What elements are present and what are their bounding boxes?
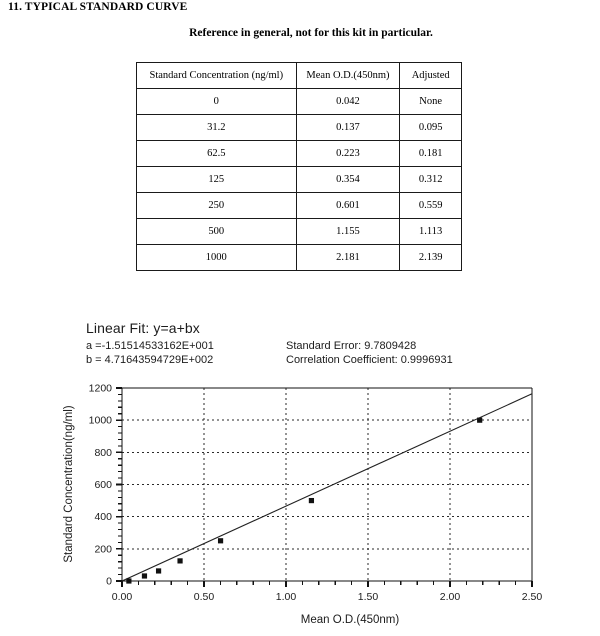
fit-coefficient-a: a =-1.51514533162E+001 (86, 340, 214, 352)
chart-ticks (116, 388, 532, 587)
y-tick-label: 600 (94, 479, 112, 491)
y-tick-label: 400 (94, 511, 112, 524)
cell-concentration: 250 (137, 193, 297, 219)
cell-concentration: 500 (137, 219, 297, 245)
x-axis-title: Mean O.D.(450nm) (300, 614, 400, 626)
cell-adjusted: 1.113 (400, 219, 462, 245)
table-row (137, 115, 462, 141)
table-row (137, 193, 462, 219)
linear-fit-summary (86, 320, 453, 367)
y-tick-label: 800 (94, 446, 112, 459)
chart-gridlines (122, 388, 532, 581)
x-tick-label: 2.50 (521, 591, 543, 603)
fit-row-a (86, 339, 417, 353)
y-tick-label: 0 (106, 575, 112, 588)
table-header-row (137, 63, 462, 89)
column-header-concentration: Standard Concentration (ng/ml) (137, 63, 297, 89)
table-row (137, 167, 462, 193)
table-row (137, 245, 462, 271)
y-tick-label: 1200 (88, 382, 112, 395)
cell-mean-od: 0.601 (296, 193, 400, 219)
table-row (137, 141, 462, 167)
cell-adjusted: 2.139 (400, 245, 462, 271)
standard-curve-chart (60, 378, 560, 628)
page-title: 11. TYPICAL STANDARD CURVE (8, 1, 188, 13)
x-tick-label: 1.50 (357, 591, 379, 603)
y-axis-title: Standard Concentration(ng/ml) (63, 405, 75, 563)
chart-fit-line (122, 394, 532, 581)
y-tick-label: 1000 (88, 414, 112, 427)
cell-mean-od: 2.181 (296, 245, 400, 271)
linear-fit-heading: Linear Fit: y=a+bx (86, 320, 200, 336)
cell-adjusted: 0.312 (400, 167, 462, 193)
table-row (137, 219, 462, 245)
x-tick-label: 0.50 (193, 591, 215, 603)
fit-correlation-coefficient: Correlation Coefficient: 0.9996931 (286, 354, 453, 366)
data-point-marker (477, 418, 482, 423)
cell-mean-od: 0.042 (296, 89, 400, 115)
chart-data-points (126, 418, 482, 584)
cell-concentration: 1000 (137, 245, 297, 271)
cell-adjusted: 0.095 (400, 115, 462, 141)
data-point-marker (177, 558, 182, 563)
standard-curve-table (136, 62, 462, 271)
cell-mean-od: 0.137 (296, 115, 400, 141)
cell-mean-od: 0.223 (296, 141, 400, 167)
column-header-mean-od: Mean O.D.(450nm) (296, 63, 400, 89)
column-header-adjusted: Adjusted (400, 63, 462, 89)
data-point-marker (309, 498, 314, 503)
table-row (137, 89, 462, 115)
data-point-marker (218, 538, 223, 543)
data-point-marker (126, 578, 131, 583)
cell-concentration: 125 (137, 167, 297, 193)
cell-adjusted: 0.559 (400, 193, 462, 219)
y-tick-label: 200 (94, 543, 112, 556)
data-point-marker (156, 568, 161, 573)
chart-svg (60, 378, 560, 628)
cell-mean-od: 0.354 (296, 167, 400, 193)
cell-concentration: 31.2 (137, 115, 297, 141)
cell-adjusted: None (400, 89, 462, 115)
cell-concentration: 62.5 (137, 141, 297, 167)
x-tick-label: 0.00 (111, 591, 133, 603)
fit-coefficient-b: b = 4.71643594729E+002 (86, 354, 214, 366)
reference-note: Reference in general, not for this kit in particular. (189, 27, 433, 39)
cell-adjusted: 0.181 (400, 141, 462, 167)
fit-standard-error: Standard Error: 9.7809428 (286, 340, 417, 352)
cell-mean-od: 1.155 (296, 219, 400, 245)
data-point-marker (142, 573, 147, 578)
x-tick-label: 2.00 (439, 591, 461, 603)
fit-row-b (86, 353, 453, 367)
x-tick-label: 1.00 (275, 591, 297, 603)
cell-concentration: 0 (137, 89, 297, 115)
